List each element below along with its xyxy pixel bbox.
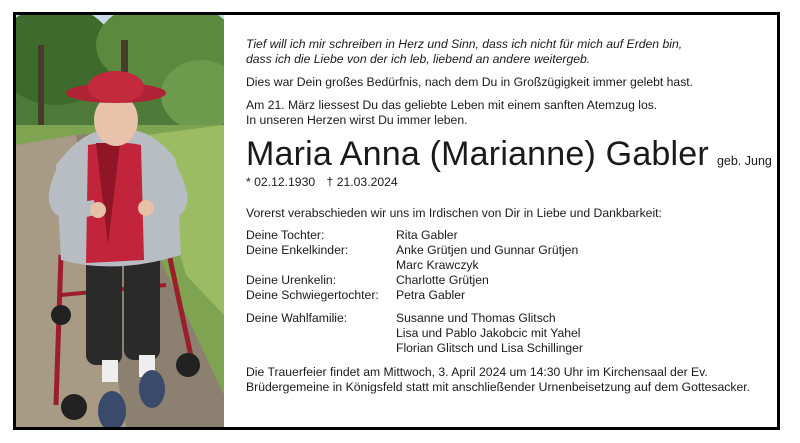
- portrait-photo: [16, 15, 224, 427]
- family-row: [246, 303, 583, 356]
- family-intro: Vorerst verabschieden wir uns im Irdischen von Dir in Liebe und Dankbarkeit:: [246, 206, 662, 220]
- family-member: Florian Glitsch und Lisa Schillinger: [396, 341, 583, 355]
- death-date: † 21.03.2024: [326, 175, 398, 189]
- family-row: [246, 273, 583, 288]
- poem-line-2: dass ich die Liebe von der ich leb, liebend an andere weitergeb.: [246, 52, 591, 66]
- farewell-line: Am 21. März liessest Du das geliebte Leben mit einem sanften Atemzug los.: [246, 98, 658, 112]
- family-row: [246, 288, 583, 303]
- family-row: [246, 228, 583, 243]
- birth-date: * 02.12.1930: [246, 175, 316, 189]
- poem-line-1: Tief will ich mir schreiben in Herz und Sinn, dass ich nicht für mich auf Erden bin,: [246, 37, 683, 51]
- family-role: Deine Schwiegertochter:: [246, 288, 379, 302]
- family-member: Susanne und Thomas Glitsch: [396, 311, 556, 325]
- obituary-frame: [13, 12, 780, 430]
- funeral-service-info: Die Trauerfeier findet am Mittwoch, 3. April 2024 um 14:30 Uhr im Kirchensaal der Ev. Brüdergemeine in Königsfeld statt mit anschließender Urnenbeisetzung auf dem Gottesacker.: [246, 365, 751, 394]
- family-role: Deine Wahlfamilie:: [246, 311, 348, 325]
- portrait-illustration: [16, 15, 224, 427]
- birth-name: geb. Jung: [716, 154, 772, 168]
- family-member: Lisa und Pablo Jakobcic mit Yahel: [396, 326, 581, 340]
- deceased-name: Maria Anna (Marianne) Gabler: [246, 135, 709, 173]
- family-member: Marc Krawczyk: [396, 258, 479, 272]
- family-role: Deine Urenkelin:: [246, 273, 337, 287]
- deceased-name-row: [246, 135, 772, 173]
- tribute-line: Dies war Dein großes Bedürfnis, nach dem Du in Großzügigkeit immer gelebt hast.: [246, 75, 694, 89]
- family-member: Anke Grütjen und Gunnar Grütjen: [396, 243, 579, 257]
- family-row: [246, 243, 583, 273]
- poem: [246, 37, 682, 67]
- family-member: Petra Gabler: [396, 288, 466, 302]
- family-role: Deine Tochter:: [246, 228, 325, 242]
- family-list: [246, 228, 583, 356]
- remembrance-line: In unseren Herzen wirst Du immer leben.: [246, 113, 468, 127]
- life-dates: [246, 175, 398, 190]
- family-member: Rita Gabler: [396, 228, 458, 242]
- family-role: Deine Enkelkinder:: [246, 243, 349, 257]
- family-member: Charlotte Grütjen: [396, 273, 489, 287]
